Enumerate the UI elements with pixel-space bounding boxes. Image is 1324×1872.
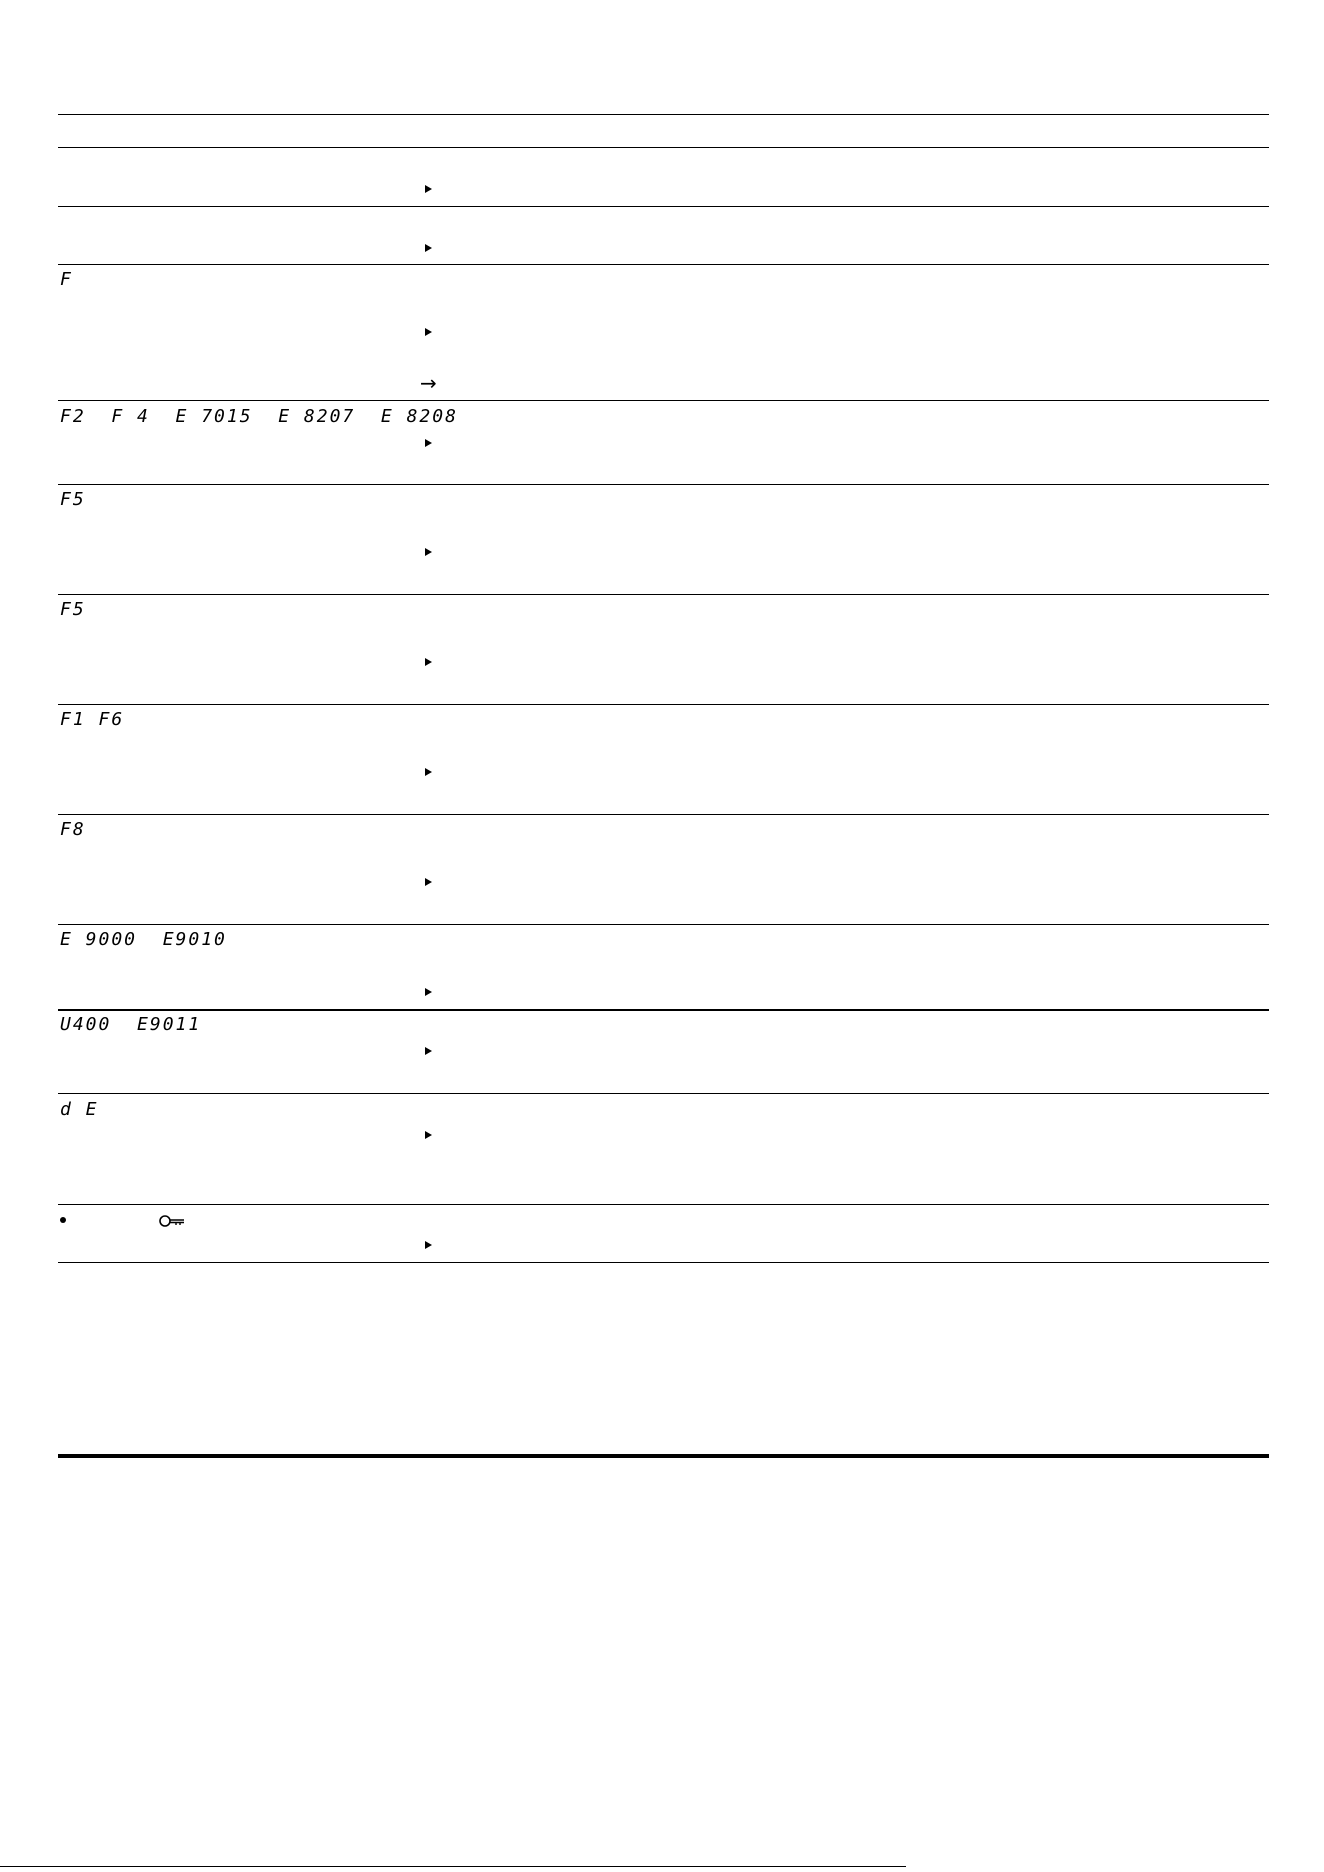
row-divider xyxy=(58,400,1269,401)
step-bullet-icon xyxy=(425,1131,432,1139)
error-code: F1 F6 xyxy=(60,709,125,730)
error-code: F8 xyxy=(60,819,86,840)
step-bullet-icon xyxy=(425,988,432,996)
error-code: U400 E9011 xyxy=(60,1014,202,1035)
step-bullet-icon xyxy=(425,548,432,556)
error-code: F5 xyxy=(60,599,86,620)
row-divider xyxy=(58,484,1269,485)
row-divider xyxy=(58,594,1269,595)
step-bullet-icon xyxy=(425,328,432,336)
step-bullet-icon xyxy=(425,1047,432,1055)
row-divider xyxy=(58,1009,1269,1011)
row-divider xyxy=(58,814,1269,815)
error-code: d E xyxy=(60,1099,99,1120)
step-bullet-icon xyxy=(425,1241,432,1249)
dot-bullet-icon xyxy=(60,1217,66,1223)
row-divider xyxy=(58,924,1269,925)
row-divider xyxy=(58,1204,1269,1205)
step-bullet-icon xyxy=(425,768,432,776)
error-code: F2 F 4 E 7015 E 8207 E 8208 xyxy=(60,406,458,427)
bottom-page-tab xyxy=(888,1866,906,1867)
row-divider xyxy=(58,1093,1269,1094)
error-code: F5 xyxy=(60,489,86,510)
table-header-rule xyxy=(58,147,1269,148)
step-bullet-icon xyxy=(425,439,432,447)
row-divider xyxy=(58,206,1269,207)
key-icon xyxy=(158,1214,186,1228)
step-bullet-icon xyxy=(425,878,432,886)
bottom-page-rule xyxy=(0,1866,905,1867)
footer-rule xyxy=(58,1454,1269,1458)
error-code: E 9000 E9010 xyxy=(60,929,227,950)
step-bullet-icon xyxy=(425,185,432,193)
row-divider xyxy=(58,264,1269,265)
step-bullet-icon xyxy=(425,244,432,252)
table-bottom-rule xyxy=(58,1262,1269,1263)
row-divider xyxy=(58,704,1269,705)
step-bullet-icon xyxy=(425,658,432,666)
table-top-rule xyxy=(58,114,1269,115)
arrow-icon: → xyxy=(420,371,437,395)
error-code: F xyxy=(60,269,73,290)
